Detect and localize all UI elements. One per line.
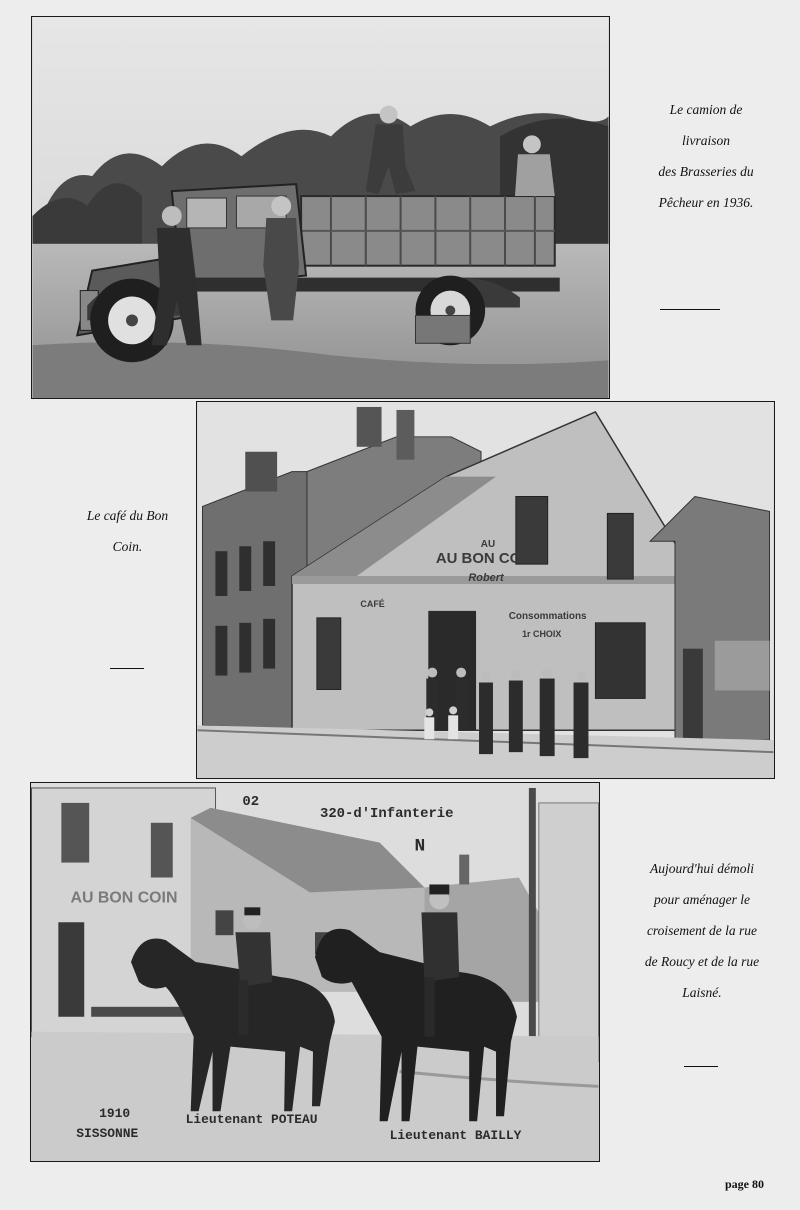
caption-line: pour aménager le: [654, 892, 750, 907]
caption-line: Le camion de: [669, 102, 743, 117]
stamp-officer1: Lieutenant POTEAU: [185, 1112, 318, 1128]
cafe-sign-au: AU: [480, 539, 496, 551]
cafe-photo-image: [197, 402, 774, 778]
cafe-sign-side: CAFÉ: [360, 598, 385, 609]
caption-line: Aujourd'hui démoli: [649, 861, 754, 876]
truck-photo: [31, 16, 610, 399]
wall-sign: AU BON COIN: [70, 889, 178, 907]
cavalry-photo-image: [31, 783, 599, 1161]
stamp-regiment: 320-d'Infanterie: [319, 805, 454, 822]
caption-line: Coin.: [112, 539, 143, 554]
truck-photo-image: [32, 17, 609, 398]
caption-line: des Brasseries du: [658, 164, 754, 179]
caption-line: Le café du Bon: [86, 508, 169, 523]
cafe-sign-choix: 1r CHOIX: [522, 628, 562, 639]
caption-line: Laisné.: [682, 985, 722, 1000]
cafe-caption-divider: [110, 668, 144, 669]
stamp-year: 1910: [99, 1106, 131, 1122]
caption-line: Pêcheur en 1936.: [658, 195, 754, 210]
stamp-number: 02: [242, 793, 260, 810]
truck-caption: [618, 94, 794, 218]
stamp-officer2: Lieutenant BAILLY: [389, 1128, 522, 1144]
cavalry-caption-divider: [684, 1066, 718, 1067]
caption-line: livraison: [681, 133, 730, 148]
cafe-photo: [196, 401, 775, 779]
page-number: page 80: [725, 1177, 764, 1191]
cafe-caption: [60, 500, 195, 562]
cavalry-photo: [30, 782, 600, 1162]
stamp-letter: N: [414, 836, 426, 857]
caption-line: croisement de la rue: [646, 923, 758, 938]
stamp-place: SISSONNE: [76, 1126, 139, 1142]
truck-caption-divider: [660, 309, 720, 310]
cafe-sign-main: AU BON COIN: [435, 550, 537, 568]
caption-line: de Roucy et de la rue: [644, 954, 760, 969]
cavalry-caption: [604, 853, 800, 1008]
cafe-sign-owner: Robert: [468, 572, 504, 585]
cafe-sign-conso: Consommations: [508, 610, 587, 622]
